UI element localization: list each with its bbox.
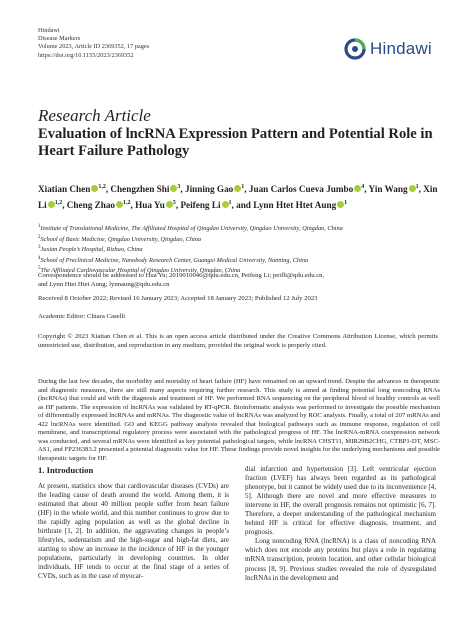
- affiliation-item: [38, 255, 448, 266]
- publisher-line: Hindawi: [38, 27, 60, 34]
- author-sup: 1: [344, 200, 348, 206]
- affiliation-number: 5: [38, 266, 41, 271]
- author-name[interactable]: Lynn Htet Htet Aung: [253, 200, 337, 210]
- affiliations: [38, 223, 448, 276]
- author-sup: 1: [241, 184, 245, 190]
- author-sup: 1: [415, 184, 419, 190]
- author-name[interactable]: Juan Carlos Cueva Jumbo: [248, 184, 354, 194]
- affiliation-text: School of Preclinical Medicine, Nanobody Research Center, Guangxi Medical University, Nanning, China: [40, 256, 309, 264]
- author-sup: 1,2: [54, 200, 63, 206]
- author-name[interactable]: Chengzhen Shi: [110, 184, 170, 194]
- affiliation-item: [38, 223, 448, 234]
- affiliation-text: The Affiliated Cardiovascular Hospital of Qingdao University, Qingdao, China: [40, 267, 241, 274]
- orcid-icon[interactable]: [48, 201, 55, 208]
- doi-link[interactable]: https://doi.org/10.1155/2023/2369352: [38, 51, 134, 59]
- correspondence-line: and Lynn Htet Htet Aung; lynnaung@qdu.edu.cn: [38, 280, 170, 288]
- copyright-notice: Copyright © 2023 Xiatian Chen et al. This is an open access article distributed under the Creative Commons Attribution License, which permits unrestricted use, distribution, and reproduction in any medium, provided the original work is properly cited.: [38, 333, 438, 349]
- orcid-icon[interactable]: [222, 201, 229, 208]
- intro-column-left: [38, 482, 229, 582]
- author-name[interactable]: Jinning Gao: [185, 184, 234, 194]
- author-list: Xiatian Chen $^{1,2}$, Chengzhen Shi $^3$, Jinning Gao $^1$, Juan Carlos Cueva Jumbo $^4$, Yin Wang $^1$, Xin Li $^{1,2}$, Cheng Zhao $^{1,2}$, Hua Yu $^5$, Peifeng Li $^1$, and Lynn Htet Htet Aung $^1$: [38, 184, 438, 210]
- author-sup: 3: [177, 184, 181, 190]
- affiliation-number: 3: [38, 245, 41, 250]
- affiliation-text: Institute of Translational Medicine, The Affiliated Hospital of Qingdao University, Qingdao University, Qingdao, China: [40, 225, 343, 232]
- orcid-icon[interactable]: [116, 201, 123, 208]
- academic-editor: Academic Editor: Chiara Caselli: [38, 313, 126, 320]
- logo-wordmark: Hindawi: [370, 39, 432, 58]
- intro-paragraph: dial infarction and hypertension [3]. Left ventricular ejection fraction (LVEF) has always been regarded as its pathological phenotype, but it cannot be widely used due to its inconvenience [4, 5]. Although there are novel and more effective measures to intervene in HF, the overall prognosis remains not optimistic [6, 7]. Therefore, a deeper understanding of the pathological mechanism behind HF is critical for effective diagnosis, treatment, and prognosis.: [245, 465, 436, 537]
- author-sup: 1: [228, 200, 232, 206]
- author-sup: 1,2: [123, 200, 131, 206]
- intro-paragraph: At present, statistics show that cardiovascular diseases (CVDs) are the leading cause of death around the world. Among them, it is estimated that about 40 million people suffer from heart failure (HF) in the whole world, and this number continues to grow due to the rapidly aging population as well as the global decline in birthrate [1, 2]. In addition, the aggravating changes in people’s lifestyles, sedentarism and the high-sugar and high-fat diets, are starting to show an increase in the incidence of HF in the younger populations, particularly in developing countries. In older individuals, HF tends to occur at the final stage of a series of CVDs, such as in the case of myocar-: [38, 482, 229, 581]
- orcid-icon[interactable]: [409, 185, 416, 192]
- author-name[interactable]: Hua Yu: [135, 200, 165, 210]
- correspondence: [38, 272, 438, 289]
- affiliation-text: Juxian People’s Hospital, Rizhao, China: [40, 246, 143, 253]
- affiliation-text: School of Basic Medicine, Qingdao University, Qingdao, China: [40, 235, 202, 243]
- affiliation-item: [38, 244, 448, 255]
- hindawi-logo-icon: [344, 38, 366, 60]
- journal-meta: [38, 27, 149, 60]
- abstract: During the last few decades, the morbidity and mortality of heart failure (HF) have remained on an upward trend. Despite the advances in therapeutic and diagnostic measures, there are still many aspects requiring further research. This study is aimed at finding potential long noncoding RNAs (lncRNAs) that could aid with the diagnosis and treatment of HF. We performed RNA sequencing on the peripheral blood of healthy controls as well as HF patients. The expression of lncRNAs was validated by RT-qPCR. Bioinformatic analysis was performed to investigate the possible mechanism of differentially expressed lncRNAs and mRNAs. The diagnostic value of lncRNAs was analyzed by ROC analysis. Finally, a total of 207 mRNAs and 422 lncRNAs were identified. GO and KEGG pathway analysis revealed that biological pathways such as immune response, regulation of cell membrane, and transcriptional regulatory process were associated with the pathological progress of HF. The lncRNA-mRNA coexpression network was conducted, and several mRNAs were identified as key potential pathological targets, while lncRNA CHST11, MIR29B2CHG, CTBP1-DT, MSC-AS1, and FP236383.2 presented a potential diagnostic value for HF. These findings provide novel insights for the underlying mechanisms and possible therapeutic targets for HF.: [38, 378, 440, 462]
- affiliation-item: [38, 234, 448, 245]
- author-name[interactable]: Peifeng Li: [180, 200, 221, 210]
- author-sup: 1,2: [98, 184, 106, 190]
- author-name[interactable]: Cheng Zhao: [66, 200, 116, 210]
- section-heading: 1. Introduction: [38, 465, 94, 475]
- author-sup: 5: [172, 200, 176, 206]
- author-name[interactable]: Xin Li: [38, 184, 438, 210]
- correspondence-line: Correspondence should be addressed to Hua Yu; 2019010046@qdu.edu.cn, Peifeng Li; peifli@qdu.edu.cn,: [38, 272, 325, 279]
- author-name[interactable]: Xiatian Chen: [38, 184, 91, 194]
- author-name[interactable]: Yin Wang: [368, 184, 408, 194]
- intro-paragraph: Long noncoding RNA (lncRNA) is a class of noncoding RNA which does not encode any proteins but plays a role in regulating mRNA transcription, protein location, and other cellular biological process [8, 9]. Previous studies revealed the role of dysregulated lncRNAs in the development and: [245, 537, 436, 582]
- author-sup: 4: [361, 184, 365, 190]
- author-conjunction: and: [236, 200, 251, 210]
- publication-dates: Received 8 October 2022; Revised 16 January 2023; Accepted 18 January 2023; Published 12 July 2023: [38, 295, 318, 302]
- volume-line: Volume 2023, Article ID 2369352, 17 pages: [38, 43, 150, 51]
- hindawi-logo: [344, 38, 432, 60]
- intro-column-right: [245, 465, 436, 583]
- orcid-icon[interactable]: [166, 201, 173, 208]
- affiliation-number: 1: [38, 224, 41, 229]
- journal-name: Disease Markers: [38, 35, 81, 43]
- affiliation-number: 4: [38, 255, 41, 261]
- affiliation-number: 2: [38, 234, 41, 240]
- article-title: Evaluation of lncRNA Expression Pattern and Potential Role in Heart Failure Pathology: [38, 126, 433, 159]
- article-type: Research Article: [38, 106, 151, 125]
